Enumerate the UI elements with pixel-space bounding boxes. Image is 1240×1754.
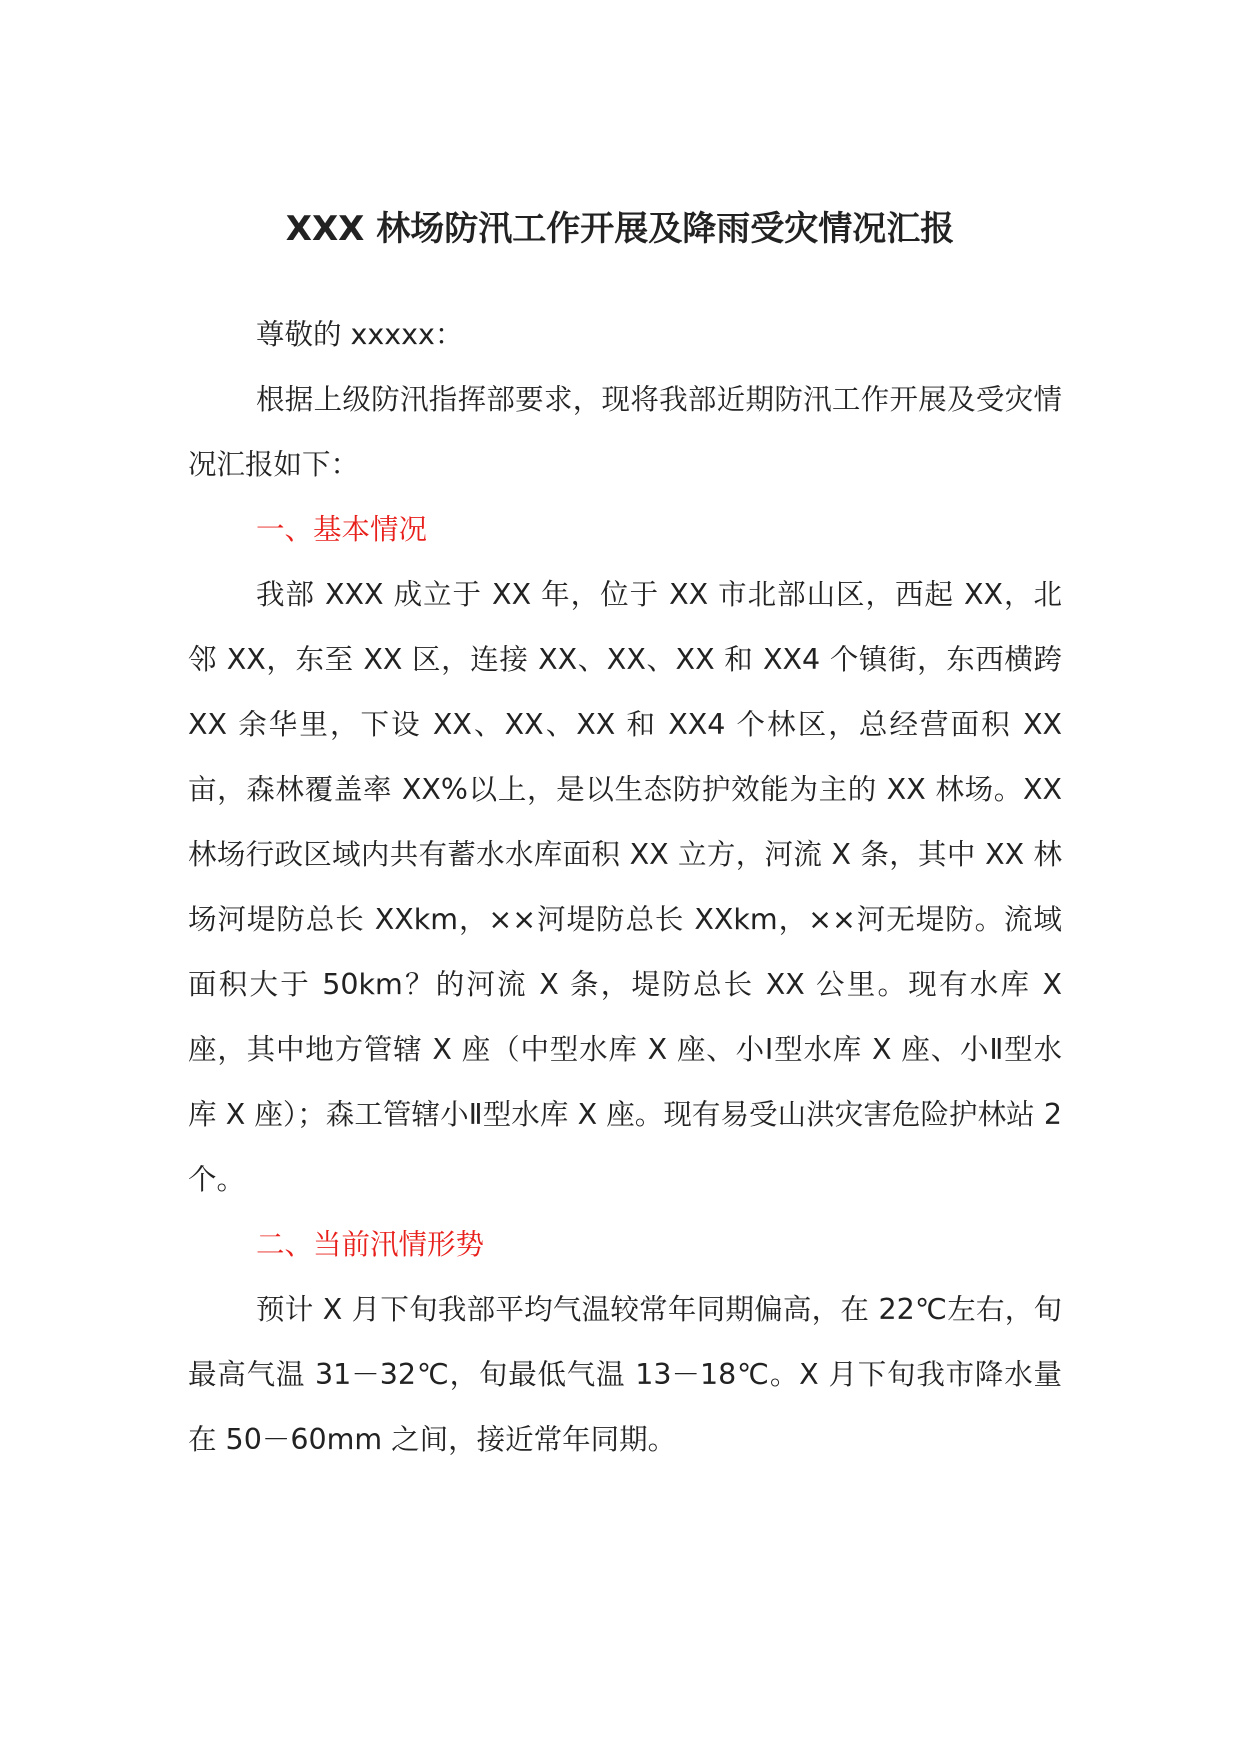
section-body-basic-info: 我部 XXX 成立于 XX 年，位于 XX 市北部山区，西起 XX，北邻 XX，东至 XX 区，连接 XX、XX、XX 和 XX4 个镇街，东西横跨 XX 余华里，下设 XX、XX、XX 和 XX4 个林区，总经营面积 XX 亩，森林覆盖率 XX%以上，是以生态防护效能为主的 XX 林场。XX 林场行政区域内共有蓄水水库面积 XX 立方，河流 X 条，其中 XX 林场河堤防总长 XXkm，××河堤防总长 XXkm，××河无堤防。流域面积大于 50km？的河流 X 条，堤防总长 XX 公里。现有水库 X 座，其中地方管辖 X 座（中型水库 X 座、小Ⅰ型水库 X 座、小Ⅱ型水库 X 座）；森工管辖小Ⅱ型水库 X 座。现有易受山洪灾害危险护林站 2 个。 bbox=[188, 578, 1062, 1196]
document-body bbox=[188, 302, 1062, 1472]
document-title: XXX 林场防汛工作开展及降雨受灾情况汇报 bbox=[285, 209, 955, 249]
section-heading-flood-situation: 二、当前汛情形势 bbox=[256, 1228, 485, 1261]
section-heading-basic-info: 一、基本情况 bbox=[256, 513, 428, 546]
section-body-flood-situation: 预计 X 月下旬我部平均气温较常年同期偏高，在 22℃左右，旬最高气温 31－32℃，旬最低气温 13－18℃。X 月下旬我市降水量在 50－60mm 之间，接近常年同期。 bbox=[188, 1293, 1062, 1456]
salutation: 尊敬的 xxxxx： bbox=[256, 318, 464, 351]
intro-paragraph: 根据上级防汛指挥部要求，现将我部近期防汛工作开展及受灾情况汇报如下： bbox=[188, 383, 1062, 481]
